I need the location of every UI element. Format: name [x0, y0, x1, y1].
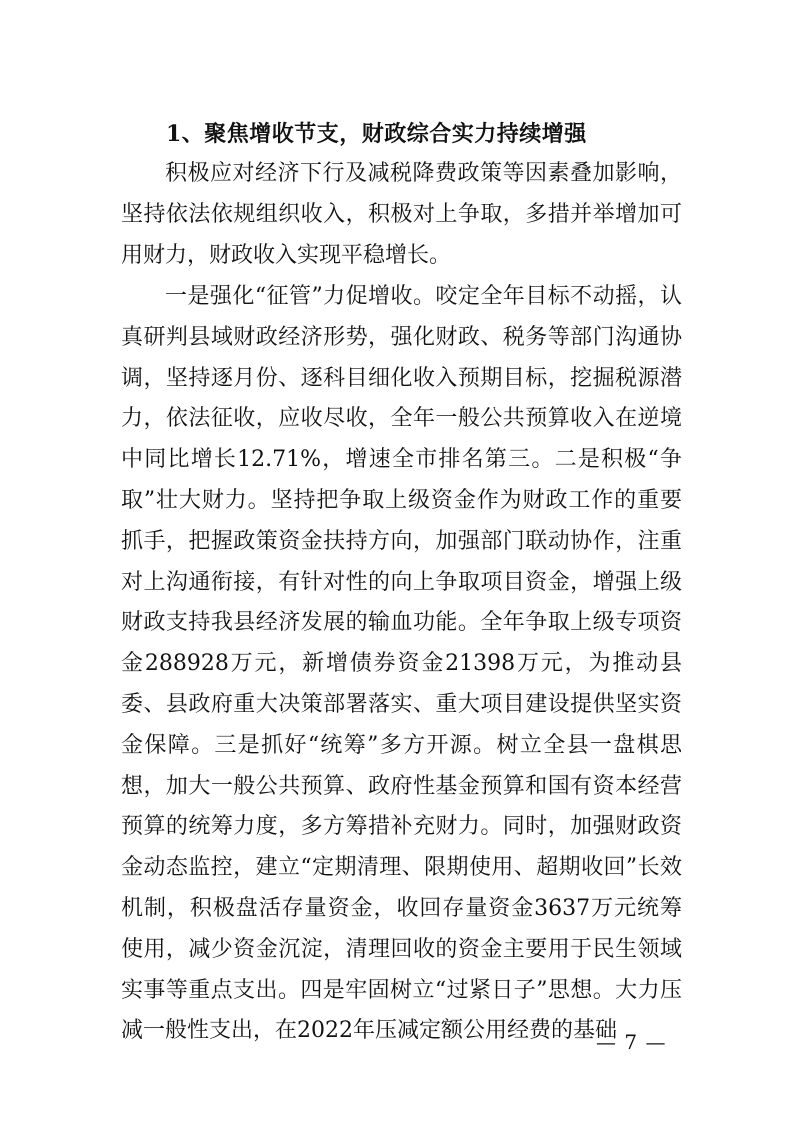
page-number: — 7 —	[596, 1030, 667, 1054]
section-heading: 1、聚焦增收节支，财政综合实力持续增强	[166, 121, 587, 147]
body-paragraph-1: 积极应对经济下行及减税降费政策等因素叠加影响，坚持依法依规组织收入，积极对上争取，多措并举增加可用财力，财政收入实现平稳增长。	[121, 161, 682, 268]
body-paragraph-2: 一是强化“征管”力促增收。咬定全年目标不动摇，认真研判县域财政经济形势，强化财政、税务等部门沟通协调，坚持逐月份、逐科目细化收入预期目标，挖掘税源潜力，依法征收，应收尽收，全年一般公共预算收入在逆境中同比增长12.71%，增速全市排名第三。二是积极“争取”壮大财力。坚持把争取上级资金作为财政工作的重要抓手，把握政策资金扶持方向，加强部门联动协作，注重对上沟通衔接，有针对性的向上争取项目资金，增强上级财政支持我县经济发展的输血功能。全年争取上级专项资金288928万元，新增债券资金21398万元，为推动县委、县政府重大决策部署落实、重大项目建设提供坚实资金保障。三是抓好“统筹”多方开源。树立全县一盘棋思想，加大一般公共预算、政府性基金预算和国有资本经营预算的统筹力度，多方筹措补充财力。同时，加强财政资金动态监控，建立“定期清理、限期使用、超期收回”长效机制，积极盘活存量资金，收回存量资金3637万元统筹使用，减少资金沉淀，清理回收的资金主要用于民生领域实事等重点支出。四是牢固树立“过紧日子”思想。大力压减一般性支出，在2022年压减定额公用经费的基础	[121, 284, 682, 1044]
